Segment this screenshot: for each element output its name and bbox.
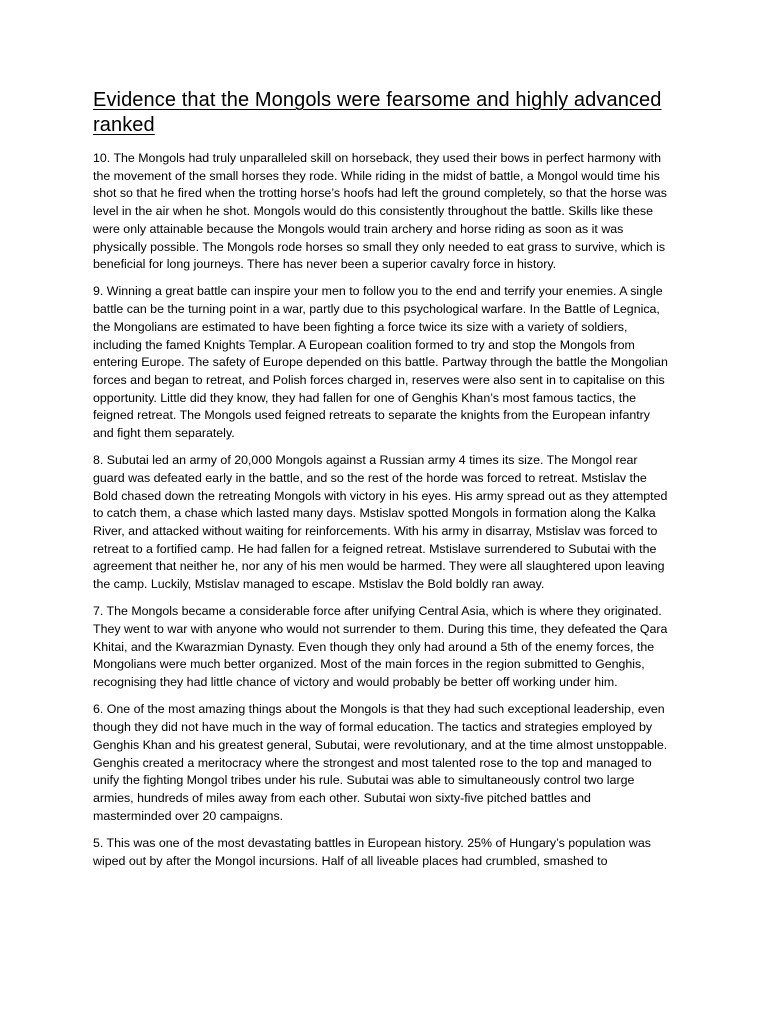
paragraph-9: 9. Winning a great battle can inspire your men to follow you to the end and terrify your enemies. A single battle can be the turning point in a war, partly due to this psychological warfare. In the Battle of Legnica, the Mongolians are estimated to have been fighting a force twice its size with a variety of soldiers, including the famed Knights Templar. A European coalition formed to try and stop the Mongols from entering Europe. The safety of Europe depended on this battle. Partway through the battle the Mongolian forces and began to retreat, and Polish forces charged in, reserves were also sent in to capitalise on this opportunity. Little did they know, they had fallen for one of Genghis Khan’s most famous tactics, the feigned retreat. The Mongols used feigned retreats to separate the knights from the European infantry and fight them separately. xyxy=(93,284,668,441)
document-page xyxy=(93,88,668,870)
paragraph-5: 5. This was one of the most devastating battles in European history. 25% of Hungary’s population was wiped out by after the Mongol incursions. Half of all liveable places had crumbled, smashed to xyxy=(93,835,651,868)
document-title: Evidence that the Mongols were fearsome and highly advanced ranked xyxy=(93,89,662,136)
paragraph-8: 8. Subutai led an army of 20,000 Mongols against a Russian army 4 times its size. The Mongol rear guard was defeated early in the battle, and so the rest of the horde was forced to retreat. Mstislav the Bold chased down the retreating Mongols with victory in his eyes. His army spread out as they attempted to catch them, a chase which lasted many days. Mstislav spotted Mongols in formation along the Kalka River, and attacked without waiting for reinforcements. With his army in disarray, Mstislav was forced to retreat to a fortified camp. He had fallen for a feigned retreat. Mstislave surrendered to Subutai with the agreement that neither he, nor any of his men would be harmed. They were all slaughtered upon leaving the camp. Luckily, Mstislav managed to escape. Mstislav the Bold boldly ran away. xyxy=(93,453,668,592)
paragraph-10: 10. The Mongols had truly unparalleled skill on horseback, they used their bows in perfect harmony with the movement of the small horses they rode. While riding in the midst of battle, a Mongol would time his shot so that he fired when the trotting horse’s hoofs had left the ground completely, so that the horse was level in the air when he shot. Mongols would do this consistently throughout the battle. Skills like these were only attainable because the Mongols would train archery and horse riding as soon as it was physically possible. The Mongols rode horses so small they only needed to eat grass to survive, which is beneficial for long journeys. There has never been a superior cavalry force in history. xyxy=(93,151,667,272)
paragraph-6: 6. One of the most amazing things about the Mongols is that they had such exceptional leadership, even though they did not have much in the way of formal education. The tactics and strategies employed by Genghis Khan and his greatest general, Subutai, were revolutionary, and at the time almost unstoppable. Genghis created a meritocracy where the strongest and most talented rose to the top and managed to unify the fighting Mongol tribes under his rule. Subutai was able to simultaneously control two large armies, hundreds of miles away from each other. Subutai won sixty-five pitched battles and masterminded over 20 campaigns. xyxy=(93,702,668,823)
paragraph-7: 7. The Mongols became a considerable force after unifying Central Asia, which is where they originated. They went to war with anyone who would not surrender to them. During this time, they defeated the Qara Khitai, and the Kwarazmian Dynasty. Even though they only had around a 5th of the enemy forces, the Mongolians were much better organized. Most of the main forces in the region submitted to Genghis, recognising they had little chance of victory and would probably be better off working under him. xyxy=(93,604,668,690)
